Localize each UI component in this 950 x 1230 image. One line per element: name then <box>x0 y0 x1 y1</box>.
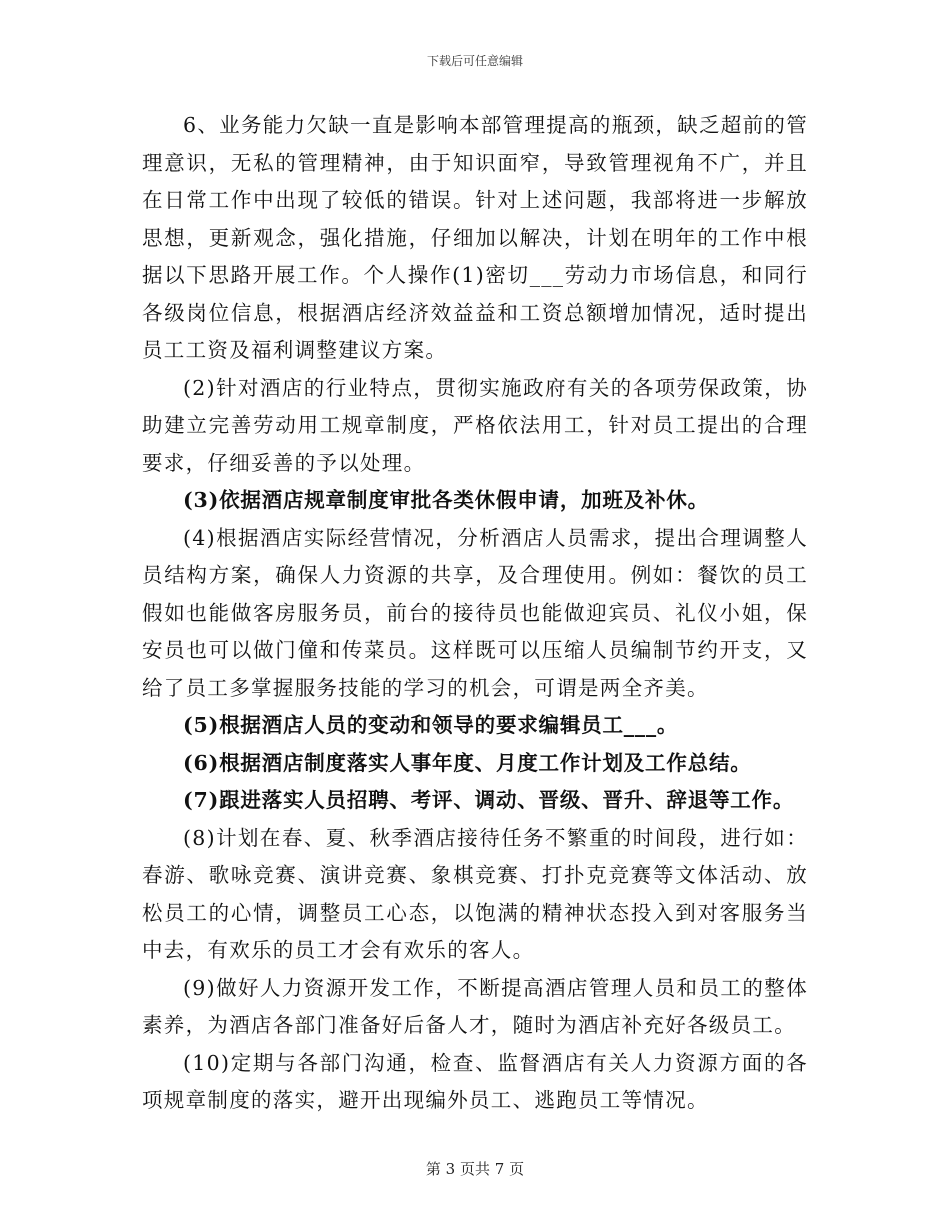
paragraph-item-5: (5)根据酒店人员的变动和领导的要求编辑员工___。 <box>183 713 679 737</box>
paragraph-item-9: (9)做好人力资源开发工作，不断提高酒店管理人员和员工的整体素养，为酒店各部门准备好后备人才，随时为酒店补充好各级员工。 <box>142 975 808 1037</box>
paragraph-item-4: (4)根据酒店实际经营情况，分析酒店人员需求，提出合理调整人员结构方案，确保人力资源的共享，及合理使用。例如：餐饮的员工假如也能做客房服务员，前台的接待员也能做迎宾员、礼仪小姐，保安员也可以做门僮和传菜员。这样既可以压缩人员编制节约开支，又给了员工多掌握服务技能的学习的机会，可谓是两全齐美。 <box>142 525 808 700</box>
document-body <box>142 107 808 1120</box>
page-header-note: 下载后可任意编辑 <box>426 54 523 68</box>
paragraph-item-6: 6、业务能力欠缺一直是影响本部管理提高的瓶颈，缺乏超前的管理意识，无私的管理精神，由于知识面窄，导致管理视角不广，并且在日常工作中出现了较低的错误。针对上述问题，我部将进一步解放思想，更新观念，强化措施，仔细加以解决，计划在明年的工作中根据以下思路开展工作。个人操作(1)密切___劳动力市场信息，和同行各级岗位信息，根据酒店经济效益益和工资总额增加情况，适时提出员工工资及福利调整建议方案。 <box>142 113 808 362</box>
paragraph-item-8: (8)计划在春、夏、秋季酒店接待任务不繁重的时间段，进行如：春游、歌咏竞赛、演讲竞赛、象棋竞赛、打扑克竞赛等文体活动、放松员工的心情，调整员工心态，以饱满的精神状态投入到对客服务当中去，有欢乐的员工才会有欢乐的客人。 <box>142 825 808 962</box>
page-number-footer: 第 3 页共 7 页 <box>425 1160 525 1178</box>
paragraph-item-6b: (6)根据酒店制度落实人事年度、月度工作计划及工作总结。 <box>183 750 752 775</box>
paragraph-item-2: (2)针对酒店的行业特点，贯彻实施政府有关的各项劳保政策，协助建立完善劳动用工规章制度，严格依法用工，针对员工提出的合理要求，仔细妥善的予以处理。 <box>142 375 808 475</box>
paragraph-item-7: (7)跟进落实人员招聘、考评、调动、晋级、晋升、辞退等工作。 <box>183 788 795 812</box>
paragraph-item-3: (3)依据酒店规章制度审批各类休假申请，加班及补休。 <box>183 488 709 512</box>
paragraph-item-10: (10)定期与各部门沟通，检查、监督酒店有关人力资源方面的各项规章制度的落实，避开出现编外员工、逃跑员工等情况。 <box>142 1050 808 1112</box>
